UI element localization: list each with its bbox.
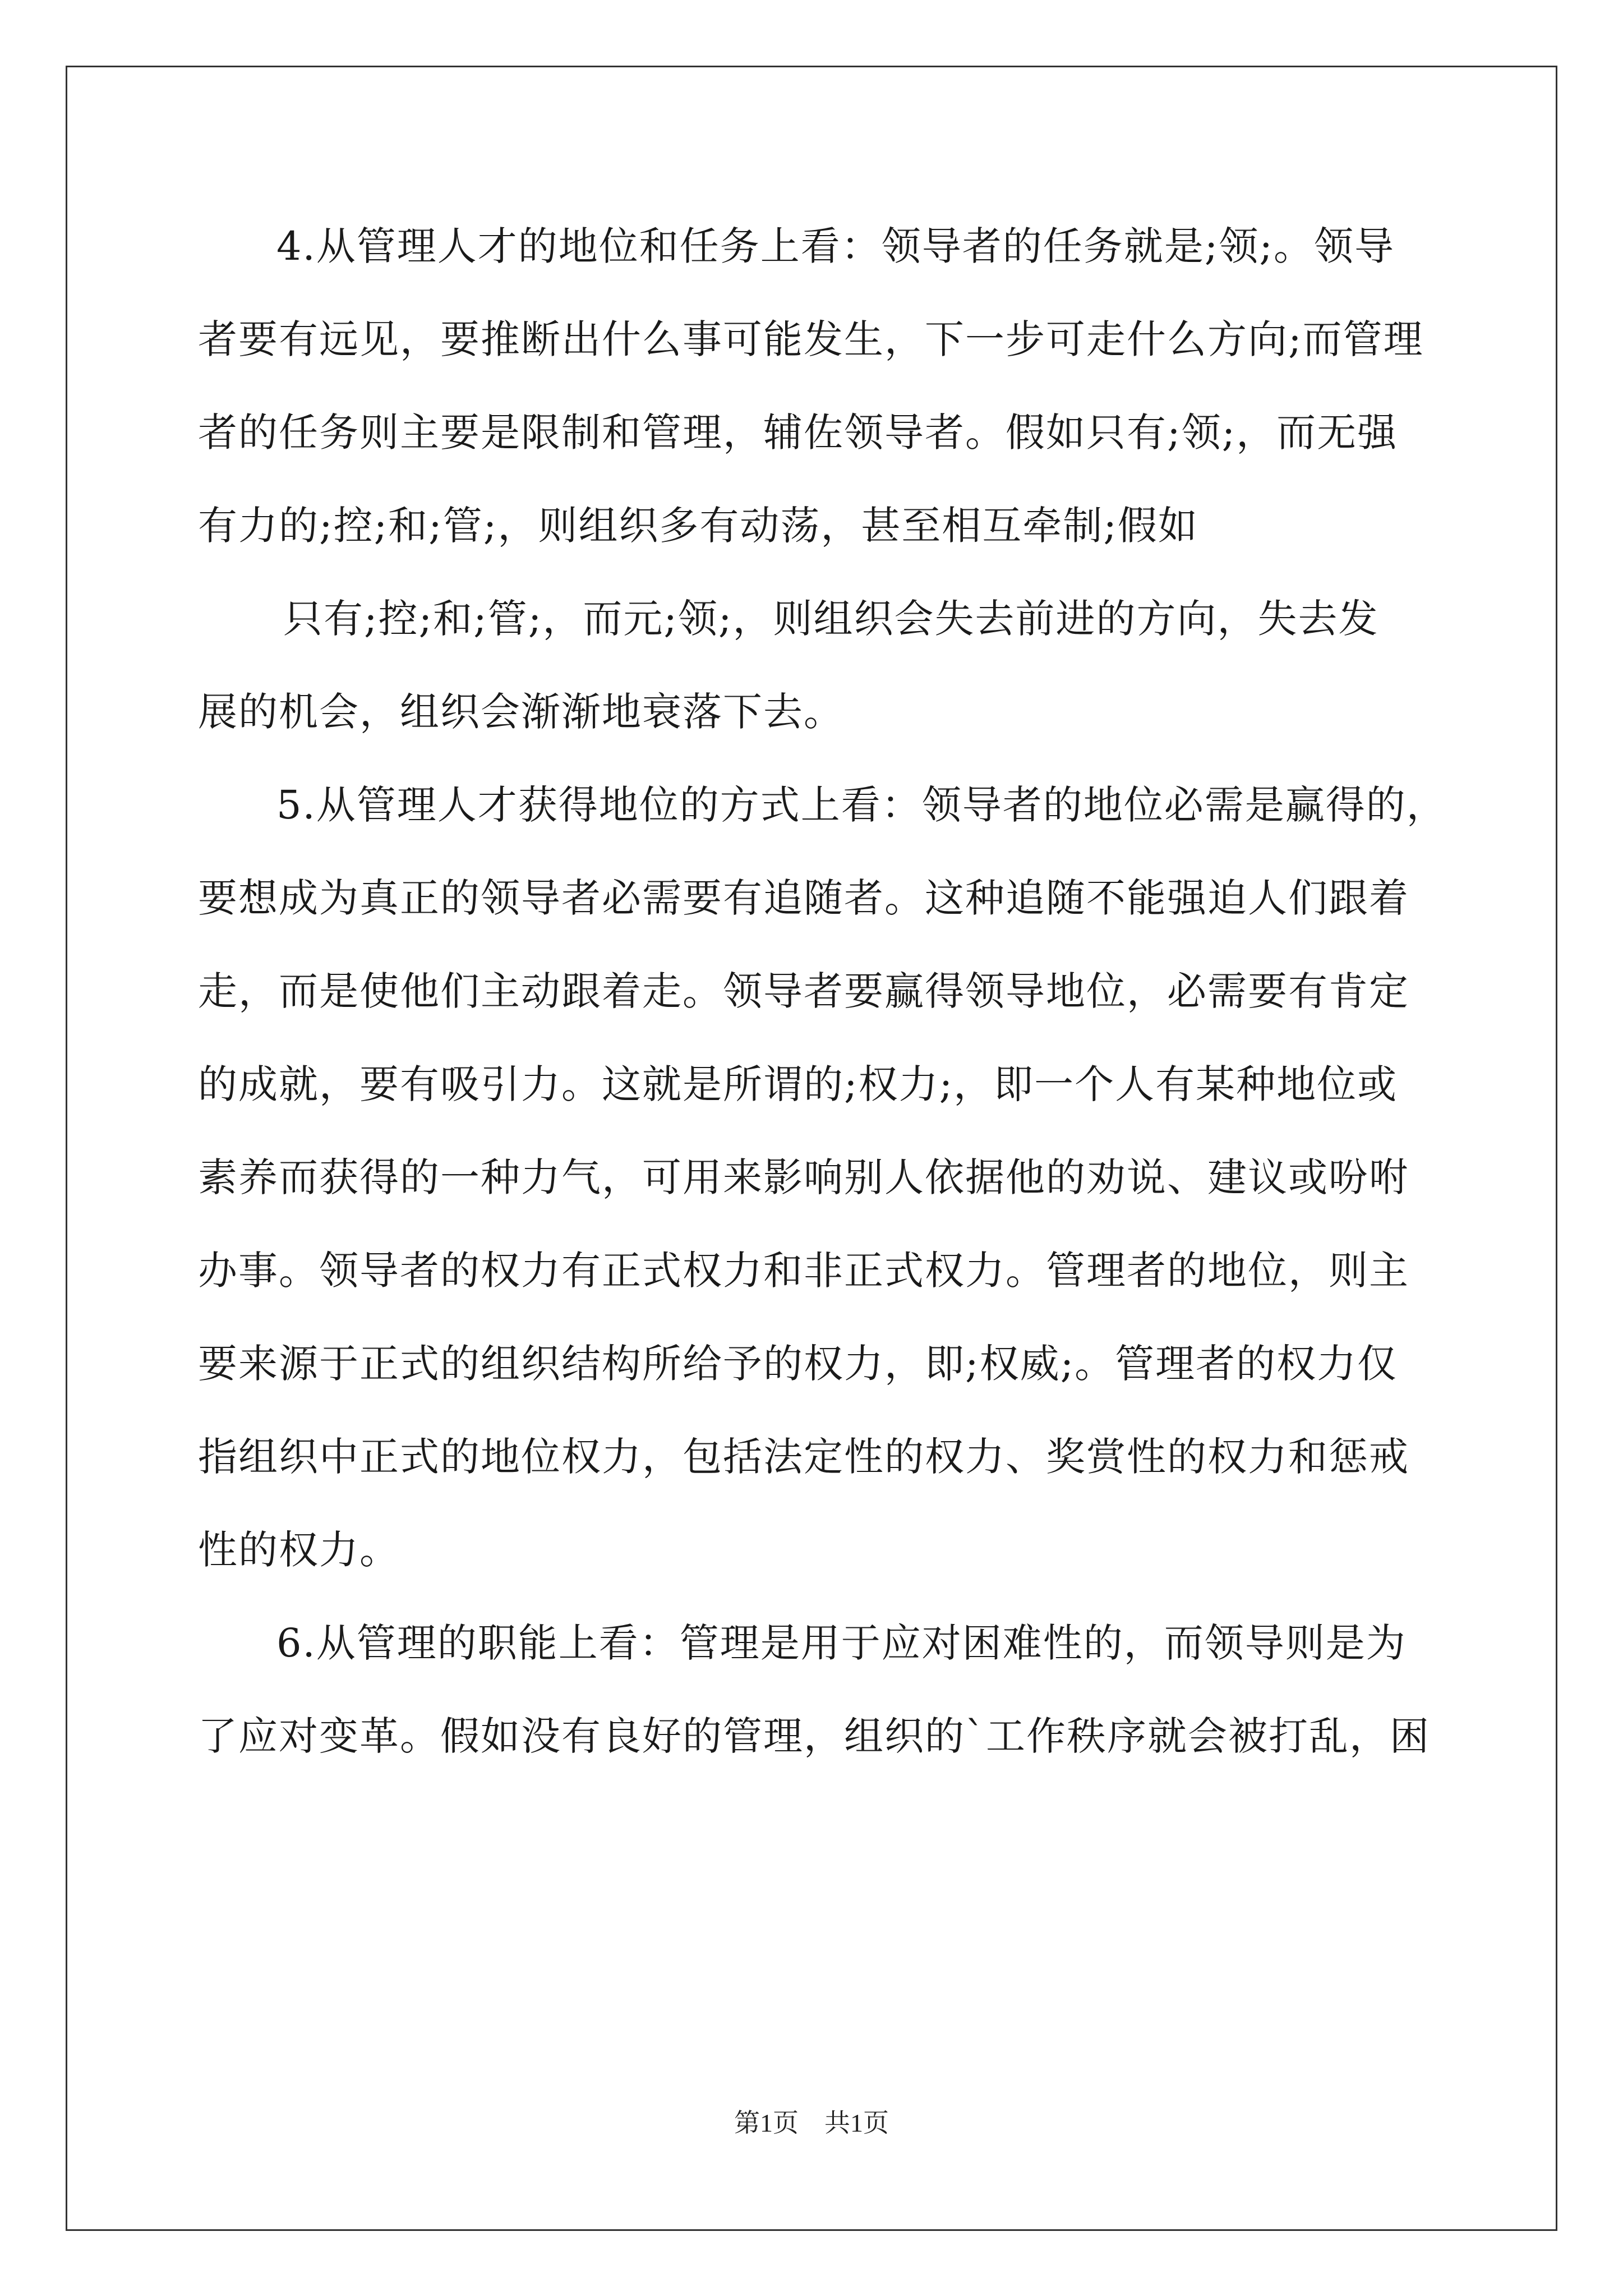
paragraph-6-line-1: 6.从管理的职能上看：管理是用于应对困难性的，而领导则是为 (276, 1620, 1407, 1666)
paragraph-4-line-4: 有力的;控;和;管;，则组织多有动荡，甚至相互牵制;假如 (198, 503, 1198, 549)
page-footer (0, 2102, 1623, 2139)
paragraph-5-line-1: 5.从管理人才获得地位的方式上看：领导者的地位必需是赢得的， (276, 782, 1447, 828)
paragraph-5-line-7: 要来源于正式的组织结构所给予的权力，即;权威;。管理者的权力仅 (198, 1341, 1398, 1387)
paragraph-4-line-3: 者的任务则主要是限制和管理，辅佐领导者。假如只有;领;，而无强 (198, 409, 1398, 455)
document-body (198, 200, 1447, 1783)
paragraph-4-line-1: 4.从管理人才的地位和任务上看：领导者的任务就是;领;。领导 (276, 223, 1395, 269)
paragraph-4-line-2: 者要有远见，要推断出什么事可能发生，下一步可走什么方向;而管理 (198, 316, 1424, 362)
paragraph-5-line-5: 素养而获得的一种力气，可用来影响别人依据他的劝说、建议或吩咐 (198, 1154, 1409, 1200)
paragraph-5-line-4: 的成就，要有吸引力。这就是所谓的;权力;，即一个人有某种地位或 (198, 1061, 1398, 1107)
paragraph-6-line-2: 了应对变革。假如没有良好的管理，组织的`工作秩序就会被打乱，困 (198, 1713, 1430, 1759)
page-number-total: 共1页 (824, 2109, 889, 2137)
paragraph-5-line-6: 办事。领导者的权力有正式权力和非正式权力。管理者的地位，则主 (198, 1248, 1409, 1294)
page-number-current: 第1页 (734, 2109, 799, 2137)
paragraph-5-line-3: 走，而是使他们主动跟着走。领导者要赢得领导地位，必需要有肯定 (198, 968, 1409, 1014)
paragraph-5-line-9: 性的权力。 (198, 1527, 400, 1573)
paragraph-4b-line-2: 展的机会，组织会渐渐地衰落下去。 (198, 689, 844, 735)
paragraph-5-line-8: 指组织中正式的地位权力，包括法定性的权力、奖赏性的权力和惩戒 (198, 1434, 1409, 1480)
paragraph-4b-line-1: 只有;控;和;管;，而元;领;，则组织会失去前进的方向，失去发 (283, 596, 1379, 642)
paragraph-5-line-2: 要想成为真正的领导者必需要有追随者。这种追随不能强迫人们跟着 (198, 875, 1409, 921)
